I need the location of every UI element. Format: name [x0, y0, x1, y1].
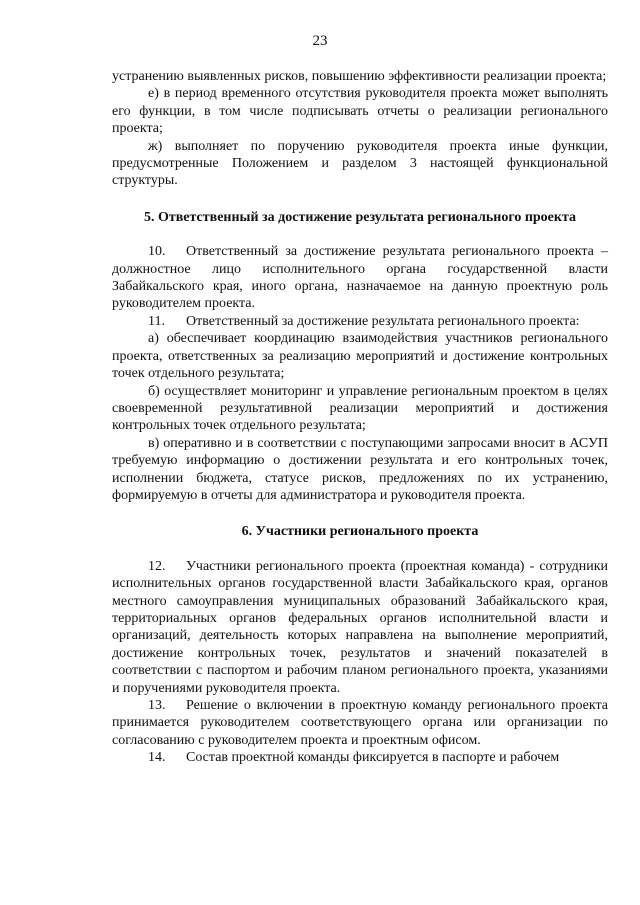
paragraph-14 [112, 749, 608, 766]
paragraph-12 [112, 558, 608, 697]
paragraph-11-item-v: в) оперативно и в соответствии с поступающими запросами вносит в АСУП требуемую информацию о достижении результата и его контрольных точек, исполнении бюджета, статусе рисков, предложениях по их устранению, формируемую в отчеты для администратора и руководителя проекта. [112, 435, 608, 503]
document-body [112, 68, 608, 767]
paragraph-13-number: 13. [148, 698, 166, 713]
paragraph-item-zh: ж) выполняет по поручению руководителя проекта иные функции, предусмотренные Положением и разделом 3 настоящей функциональной структуры. [112, 138, 608, 189]
paragraph-continuation: устранению выявленных рисков, повышению эффективности реализации проекта; [112, 69, 607, 84]
paragraph-13 [112, 697, 608, 749]
paragraph-10-text: Ответственный за достижение результата регионального проекта – должностное лицо исполнительного органа государственной власти Забайкальского края, иного органа, назначаемое на данную проектную роль руководителем проекта. [112, 244, 608, 312]
paragraph-13-text: Решение о включении в проектную команду регионального проекта принимается руководителем соответствующего органа или организации по согласованию с руководителем проекта и проектным офисом. [112, 698, 608, 748]
section-6-heading: 6. Участники регионального проекта [241, 524, 479, 540]
paragraph-11-item-b: б) осуществляет мониторинг и управление региональным проектом в целях своевременной результативной реализации мероприятий и достижения контрольных точек отдельного результата; [112, 383, 608, 434]
paragraph-11-text: Ответственный за достижение результата регионального проекта: [186, 313, 580, 329]
paragraph-11-item-a: а) обеспечивает координацию взаимодействия участников регионального проекта, ответственных за реализацию мероприятий и достижение контрольных точек отдельного результата; [112, 331, 608, 382]
paragraph-11 [112, 313, 608, 330]
paragraph-10-number: 10. [148, 244, 166, 260]
section-5-heading: 5. Ответственный за достижение результата регионального проекта [143, 209, 577, 225]
page-number: 23 [312, 33, 328, 49]
paragraph-10 [112, 243, 608, 313]
paragraph-item-e: е) в период временного отсутствия руководителя проекта может выполнять его функции, в том числе подписывать отчеты о реализации регионального проекта; [112, 86, 608, 137]
paragraph-14-number: 14. [148, 750, 166, 766]
paragraph-12-number: 12. [148, 558, 166, 574]
paragraph-12-text: Участники регионального проекта (проектная команда) - сотрудники исполнительных органов государственной власти Забайкальского края, органов местного самоуправления муниципальных образований Забайкальского края, территориальных органов федеральных органов исполнительной власти и организаций, деятельность которых направлена на выполнение мероприятий, достижение контрольных точек, результатов и значений показателей в соответствии с паспортом и рабочим планом регионального проекта, указаниями и поручениями руководителя проекта. [112, 558, 608, 696]
paragraph-14-text: Состав проектной команды фиксируется в паспорте и рабочем [186, 750, 560, 766]
paragraph-11-number: 11. [148, 313, 165, 329]
